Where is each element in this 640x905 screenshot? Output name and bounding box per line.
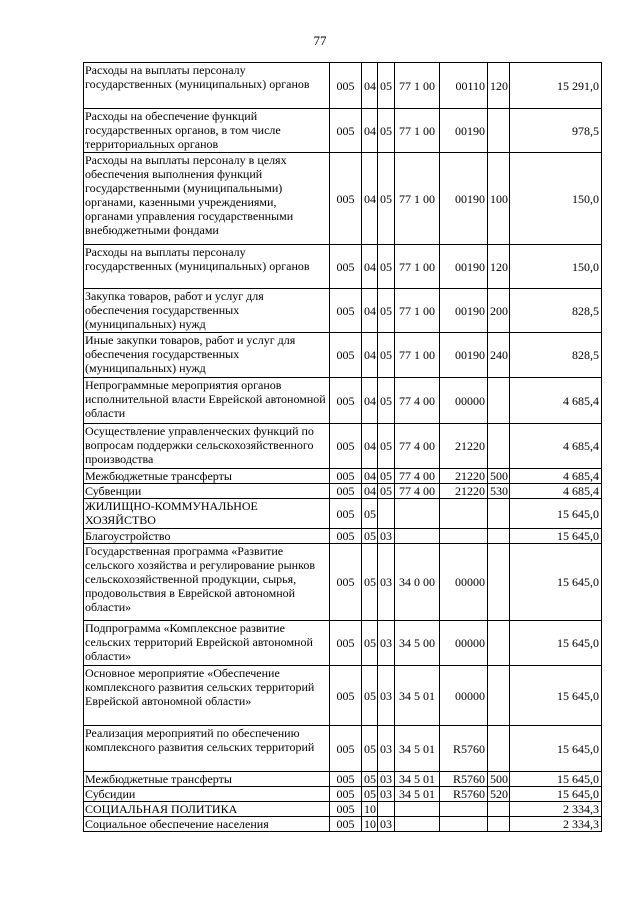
amount-cell: 4 685,4 xyxy=(510,378,602,424)
table-row xyxy=(84,544,602,621)
amount-cell: 828,5 xyxy=(510,289,602,333)
row-name-cell: Непрограммные мероприятия органов исполнительной власти Еврейской автономной области xyxy=(84,378,330,424)
expense-type-cell xyxy=(488,529,510,544)
target-item-direction-cell: 21220 xyxy=(440,424,488,469)
table-row xyxy=(84,424,602,469)
row-name-cell: Расходы на выплаты персоналу государственных (муниципальных) органов xyxy=(84,245,330,289)
section-code-cell: 04 xyxy=(362,469,378,484)
target-item-direction-cell: 00190 xyxy=(440,153,488,245)
target-item-code-cell: 34 5 01 xyxy=(395,726,440,772)
ministry-code-cell: 005 xyxy=(330,378,362,424)
expense-type-cell xyxy=(488,544,510,621)
table-row xyxy=(84,787,602,802)
target-item-code-cell: 34 0 00 xyxy=(395,544,440,621)
amount-cell: 828,5 xyxy=(510,333,602,378)
ministry-code-cell: 005 xyxy=(330,153,362,245)
section-code-cell: 05 xyxy=(362,544,378,621)
target-item-code-cell: 77 1 00 xyxy=(395,245,440,289)
target-item-direction-cell: 00190 xyxy=(440,289,488,333)
amount-cell: 15 645,0 xyxy=(510,726,602,772)
row-name-cell: Субсидии xyxy=(84,787,330,802)
row-name-cell: Благоустройство xyxy=(84,529,330,544)
target-item-direction-cell xyxy=(440,499,488,529)
row-name-cell: Расходы на выплаты персоналу в целях обеспечения выполнения функций государственными (муниципальными) органами, казенными учреждениями, органами управления государственными внебюджетными фондами xyxy=(84,153,330,245)
target-item-direction-cell: 00000 xyxy=(440,621,488,666)
table-row xyxy=(84,484,602,499)
target-item-code-cell xyxy=(395,802,440,817)
row-name-cell: Государственная программа «Развитие сельского хозяйства и регулирование рынков сельскохозяйственной продукции, сырья, продовольствия в Еврейской автономной области» xyxy=(84,544,330,621)
target-item-code-cell: 34 5 00 xyxy=(395,621,440,666)
row-name-cell: Субвенции xyxy=(84,484,330,499)
target-item-direction-cell: 21220 xyxy=(440,484,488,499)
section-code-cell: 04 xyxy=(362,245,378,289)
target-item-direction-cell: 00190 xyxy=(440,245,488,289)
section-code-cell: 05 xyxy=(362,666,378,726)
amount-cell: 15 645,0 xyxy=(510,621,602,666)
subsection-code-cell: 05 xyxy=(378,333,395,378)
amount-cell: 15 645,0 xyxy=(510,499,602,529)
table-row xyxy=(84,378,602,424)
row-name-cell: Осуществление управленческих функций по вопросам поддержки сельскохозяйственного производства xyxy=(84,424,330,469)
subsection-code-cell: 05 xyxy=(378,484,395,499)
subsection-code-cell: 03 xyxy=(378,529,395,544)
subsection-code-cell: 03 xyxy=(378,726,395,772)
section-code-cell: 05 xyxy=(362,787,378,802)
target-item-direction-cell: 00190 xyxy=(440,109,488,153)
table-row xyxy=(84,666,602,726)
ministry-code-cell: 005 xyxy=(330,621,362,666)
subsection-code-cell xyxy=(378,802,395,817)
row-name-cell: Реализация мероприятий по обеспечению комплексного развития сельских территорий xyxy=(84,726,330,772)
section-code-cell: 10 xyxy=(362,817,378,832)
target-item-code-cell: 77 1 00 xyxy=(395,289,440,333)
target-item-code-cell: 77 4 00 xyxy=(395,484,440,499)
section-code-cell: 05 xyxy=(362,529,378,544)
table-row xyxy=(84,63,602,109)
ministry-code-cell: 005 xyxy=(330,772,362,787)
target-item-direction-cell: 00000 xyxy=(440,544,488,621)
ministry-code-cell: 005 xyxy=(330,289,362,333)
target-item-code-cell: 77 1 00 xyxy=(395,333,440,378)
ministry-code-cell: 005 xyxy=(330,484,362,499)
amount-cell: 150,0 xyxy=(510,245,602,289)
section-code-cell: 05 xyxy=(362,772,378,787)
ministry-code-cell: 005 xyxy=(330,245,362,289)
amount-cell: 150,0 xyxy=(510,153,602,245)
expense-type-cell: 200 xyxy=(488,289,510,333)
ministry-code-cell: 005 xyxy=(330,802,362,817)
section-code-cell: 04 xyxy=(362,378,378,424)
ministry-code-cell: 005 xyxy=(330,63,362,109)
target-item-direction-cell: R5760 xyxy=(440,772,488,787)
expense-type-cell xyxy=(488,499,510,529)
expense-type-cell xyxy=(488,424,510,469)
subsection-code-cell: 05 xyxy=(378,245,395,289)
table-row xyxy=(84,109,602,153)
expense-type-cell xyxy=(488,109,510,153)
table-row xyxy=(84,289,602,333)
subsection-code-cell: 05 xyxy=(378,289,395,333)
target-item-code-cell xyxy=(395,529,440,544)
target-item-code-cell: 34 5 01 xyxy=(395,787,440,802)
target-item-code-cell: 77 1 00 xyxy=(395,63,440,109)
table-row xyxy=(84,802,602,817)
expense-type-cell: 530 xyxy=(488,484,510,499)
amount-cell: 2 334,3 xyxy=(510,817,602,832)
target-item-code-cell: 34 5 01 xyxy=(395,772,440,787)
section-code-cell: 04 xyxy=(362,153,378,245)
target-item-direction-cell: R5760 xyxy=(440,726,488,772)
row-name-cell: Основное мероприятие «Обеспечение комплексного развития сельских территорий Еврейской автономной области» xyxy=(84,666,330,726)
target-item-code-cell: 77 4 00 xyxy=(395,378,440,424)
target-item-direction-cell xyxy=(440,802,488,817)
expense-type-cell: 520 xyxy=(488,787,510,802)
ministry-code-cell: 005 xyxy=(330,333,362,378)
amount-cell: 4 685,4 xyxy=(510,469,602,484)
target-item-code-cell: 77 1 00 xyxy=(395,153,440,245)
row-name-cell: ЖИЛИЩНО-КОММУНАЛЬНОЕ ХОЗЯЙСТВО xyxy=(84,499,330,529)
expense-type-cell: 500 xyxy=(488,469,510,484)
target-item-direction-cell: 00000 xyxy=(440,666,488,726)
row-name-cell: Подпрограмма «Комплексное развитие сельских территорий Еврейской автономной области» xyxy=(84,621,330,666)
subsection-code-cell: 03 xyxy=(378,544,395,621)
target-item-direction-cell: R5760 xyxy=(440,787,488,802)
subsection-code-cell: 05 xyxy=(378,153,395,245)
expense-type-cell: 120 xyxy=(488,63,510,109)
section-code-cell: 05 xyxy=(362,621,378,666)
target-item-direction-cell xyxy=(440,529,488,544)
target-item-code-cell xyxy=(395,817,440,832)
table-row xyxy=(84,772,602,787)
ministry-code-cell: 005 xyxy=(330,109,362,153)
row-name-cell: Расходы на выплаты персоналу государственных (муниципальных) органов xyxy=(84,63,330,109)
expense-type-cell: 100 xyxy=(488,153,510,245)
row-name-cell: Расходы на обеспечение функций государственных органов, в том числе территориальных органов xyxy=(84,109,330,153)
table-row xyxy=(84,499,602,529)
expense-type-cell: 500 xyxy=(488,772,510,787)
section-code-cell: 04 xyxy=(362,424,378,469)
amount-cell: 15 645,0 xyxy=(510,772,602,787)
expense-type-cell: 240 xyxy=(488,333,510,378)
expense-type-cell xyxy=(488,621,510,666)
expense-type-cell xyxy=(488,726,510,772)
amount-cell: 15 291,0 xyxy=(510,63,602,109)
table-row xyxy=(84,153,602,245)
section-code-cell: 04 xyxy=(362,63,378,109)
ministry-code-cell: 005 xyxy=(330,726,362,772)
target-item-direction-cell: 21220 xyxy=(440,469,488,484)
row-name-cell: Иные закупки товаров, работ и услуг для обеспечения государственных (муниципальных) нужд xyxy=(84,333,330,378)
amount-cell: 4 685,4 xyxy=(510,484,602,499)
subsection-code-cell: 03 xyxy=(378,772,395,787)
table-row xyxy=(84,469,602,484)
expense-type-cell xyxy=(488,666,510,726)
expense-type-cell: 120 xyxy=(488,245,510,289)
section-code-cell: 04 xyxy=(362,333,378,378)
subsection-code-cell: 03 xyxy=(378,817,395,832)
amount-cell: 15 645,0 xyxy=(510,666,602,726)
row-name-cell: Закупка товаров, работ и услуг для обеспечения государственных (муниципальных) нужд xyxy=(84,289,330,333)
row-name-cell: Межбюджетные трансферты xyxy=(84,469,330,484)
target-item-code-cell: 77 4 00 xyxy=(395,424,440,469)
table-row xyxy=(84,621,602,666)
row-name-cell: Социальное обеспечение населения xyxy=(84,817,330,832)
subsection-code-cell: 05 xyxy=(378,424,395,469)
target-item-direction-cell xyxy=(440,817,488,832)
subsection-code-cell: 03 xyxy=(378,666,395,726)
budget-table-body xyxy=(84,63,602,832)
amount-cell: 2 334,3 xyxy=(510,802,602,817)
section-code-cell: 04 xyxy=(362,109,378,153)
subsection-code-cell xyxy=(378,499,395,529)
subsection-code-cell: 03 xyxy=(378,787,395,802)
target-item-code-cell: 77 4 00 xyxy=(395,469,440,484)
amount-cell: 4 685,4 xyxy=(510,424,602,469)
target-item-code-cell xyxy=(395,499,440,529)
section-code-cell: 10 xyxy=(362,802,378,817)
section-code-cell: 05 xyxy=(362,499,378,529)
expense-type-cell xyxy=(488,817,510,832)
target-item-direction-cell: 00000 xyxy=(440,378,488,424)
amount-cell: 978,5 xyxy=(510,109,602,153)
amount-cell: 15 645,0 xyxy=(510,529,602,544)
table-row xyxy=(84,333,602,378)
subsection-code-cell: 05 xyxy=(378,109,395,153)
page-number: 77 xyxy=(313,33,327,48)
subsection-code-cell: 05 xyxy=(378,378,395,424)
table-row xyxy=(84,245,602,289)
subsection-code-cell: 05 xyxy=(378,63,395,109)
row-name-cell: СОЦИАЛЬНАЯ ПОЛИТИКА xyxy=(84,802,330,817)
ministry-code-cell: 005 xyxy=(330,499,362,529)
ministry-code-cell: 005 xyxy=(330,424,362,469)
budget-table xyxy=(83,62,602,832)
ministry-code-cell: 005 xyxy=(330,787,362,802)
ministry-code-cell: 005 xyxy=(330,666,362,726)
row-name-cell: Межбюджетные трансферты xyxy=(84,772,330,787)
target-item-direction-cell: 00110 xyxy=(440,63,488,109)
amount-cell: 15 645,0 xyxy=(510,544,602,621)
subsection-code-cell: 05 xyxy=(378,469,395,484)
table-row xyxy=(84,726,602,772)
ministry-code-cell: 005 xyxy=(330,544,362,621)
amount-cell: 15 645,0 xyxy=(510,787,602,802)
table-row xyxy=(84,529,602,544)
section-code-cell: 04 xyxy=(362,289,378,333)
target-item-code-cell: 77 1 00 xyxy=(395,109,440,153)
table-row xyxy=(84,817,602,832)
ministry-code-cell: 005 xyxy=(330,469,362,484)
expense-type-cell xyxy=(488,802,510,817)
target-item-code-cell: 34 5 01 xyxy=(395,666,440,726)
section-code-cell: 04 xyxy=(362,484,378,499)
expense-type-cell xyxy=(488,378,510,424)
subsection-code-cell: 03 xyxy=(378,621,395,666)
section-code-cell: 05 xyxy=(362,726,378,772)
ministry-code-cell: 005 xyxy=(330,817,362,832)
target-item-direction-cell: 00190 xyxy=(440,333,488,378)
ministry-code-cell: 005 xyxy=(330,529,362,544)
